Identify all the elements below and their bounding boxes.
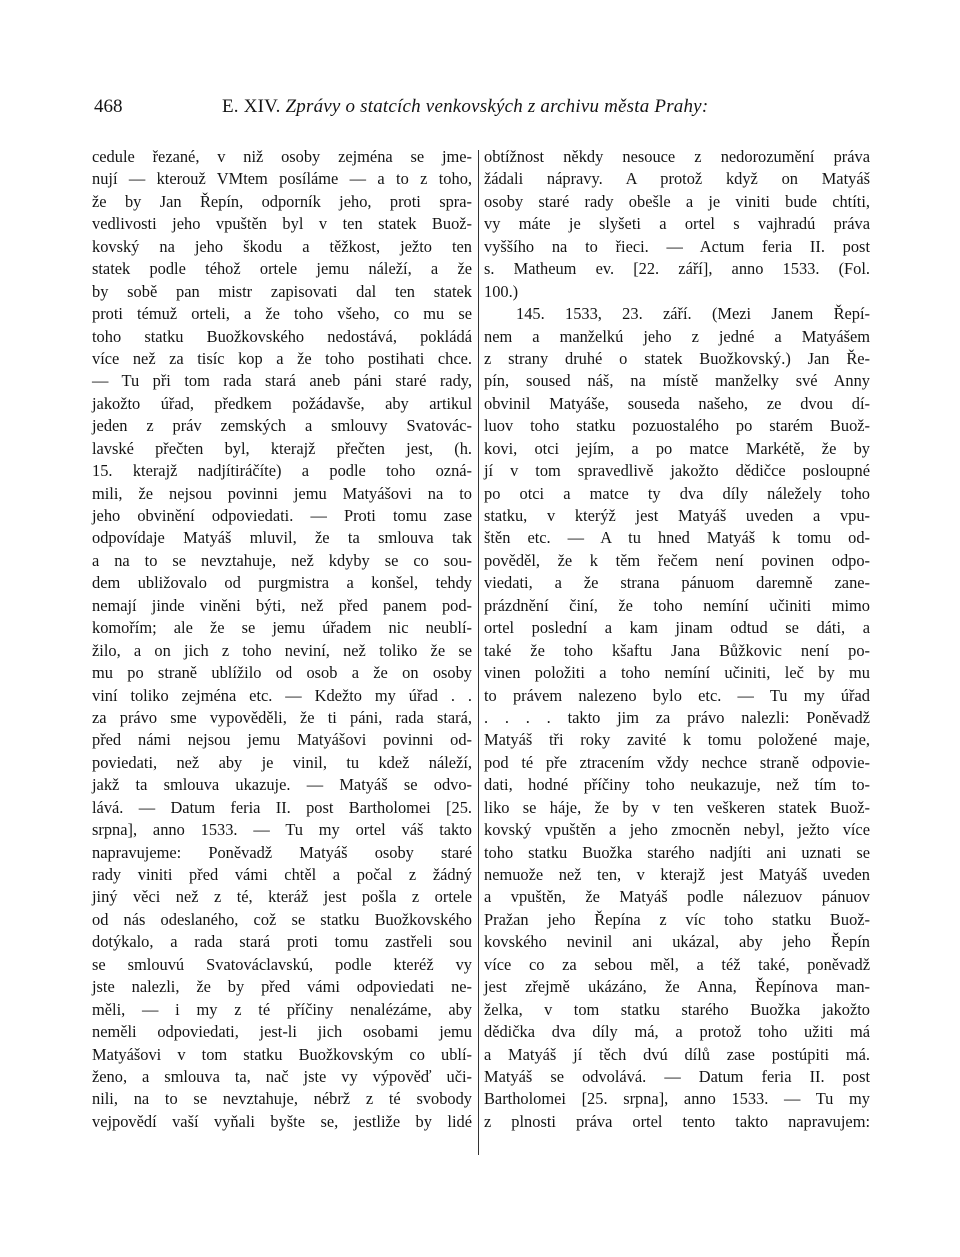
text-line: poviedati, než aby je vinil, tu kdež náleží, bbox=[92, 752, 472, 772]
text-line: měli, — i my z té příčiny nenalézáme, aby bbox=[92, 999, 472, 1019]
text-line: pín, soused náš, na místě manželky své Anny bbox=[484, 371, 870, 391]
text-line: toho statku Buožka starého nadjíti ani uznati se bbox=[484, 842, 870, 862]
text-line: napravujeme: Poněvadž Matyáš osoby staré bbox=[92, 842, 472, 862]
text-line: žádali nápravy. A protož když on Matyáš bbox=[484, 169, 870, 189]
text-line: žilo, a on jich z toho neviní, než toliko že se bbox=[92, 640, 472, 660]
text-line: komořím; ale že se jemu úřadem nic neublí- bbox=[92, 618, 472, 638]
text-line: toho statku Buožkovského nedostává, pokládá bbox=[92, 326, 472, 346]
text-line: pověděl, že k těm řečem není povinen odpo- bbox=[484, 550, 870, 570]
text-line: 15. kterajž nadjítiráčíte) a podle toho ozná- bbox=[92, 461, 472, 481]
text-line: dědička dva díly má, a protož toho užiti má bbox=[484, 1022, 870, 1042]
text-line: po otci a matce ty dva díly náležely toho bbox=[484, 483, 870, 503]
text-line: jiný věci než z té, kteráž jest pošla z ortele bbox=[92, 887, 472, 907]
text-line: odpovídaje Matyáš mluvil, že ta smlouva tak bbox=[92, 528, 472, 548]
running-title-section: E. XIV. bbox=[222, 96, 281, 117]
text-line: by sobě pan mistr zapisovati dal ten statek bbox=[92, 281, 472, 301]
running-header bbox=[94, 92, 874, 122]
text-line: vinen položiti a toho nemíní učiniti, leč by mu bbox=[484, 663, 870, 683]
text-line: a Matyáš jí těch dvú dílů zase postúpiti má. bbox=[484, 1044, 870, 1064]
text-line: nují — kterouž VMtem posíláme — a to z toho, bbox=[92, 169, 472, 189]
text-line: z plnosti práva ortel tento takto napravujem: bbox=[484, 1111, 870, 1131]
text-line: ortel poslední a kam jinam odtud se dáti, a bbox=[484, 618, 870, 638]
text-line: statek podle téhož ortele jemu náleží, a že bbox=[92, 259, 472, 279]
text-line: Matyáš tři roky zavité k tomu položené maje, bbox=[484, 730, 870, 750]
text-line: mili, že nejsou povinni jemu Matyášovi na to bbox=[92, 483, 472, 503]
text-line: neměli odpoviedati, jest-li jich osobami jemu bbox=[92, 1022, 472, 1042]
text-line: vejpovědí vaší vyňali byšte se, jestliže by lidé bbox=[92, 1111, 472, 1131]
text-line: nemuože než ten, v kterajž jest Matyáš uveden bbox=[484, 865, 870, 884]
text-line: dotýkalo, a rada stará proti tomu zastřeli sou bbox=[92, 932, 472, 952]
text-line: také že toho kšaftu Jana Bůžkovic není po- bbox=[484, 640, 870, 660]
text-line: jí v tom spravedlivě jakožto dědičce posloupné bbox=[484, 461, 870, 481]
text-line: vyššího na to řieci. — Actum feria II. post bbox=[484, 236, 870, 256]
text-line: rady viniti před vámi chtěl a počal z žádný bbox=[92, 865, 472, 884]
text-line: — Tu při tom rada stará aneb páni staré rady, bbox=[92, 371, 472, 391]
text-line: ženo, a smlouva ta, nač jste vy výpověď uči- bbox=[92, 1066, 472, 1086]
running-title bbox=[222, 96, 708, 118]
text-line: lavské přečten byl, kterajž přečten jest, (h. bbox=[92, 438, 472, 458]
text-line: s. Matheum ev. [22. září], anno 1533. (Fol. bbox=[484, 259, 870, 279]
text-line: kovský vpuštěn a jeho zmocněn nebyl, ježto více bbox=[484, 820, 870, 840]
text-line: jeden z práv zemských a smlouvy Svatovác- bbox=[92, 416, 472, 436]
text-line: Matyáš se odvolává. — Datum feria II. post bbox=[484, 1066, 870, 1086]
text-line: vy máte je slyšeti a ortel s vajhradú práva bbox=[484, 214, 870, 234]
text-line: jest zřejmě ukázáno, že Anna, Řepínova man- bbox=[484, 977, 870, 997]
text-line: jakž ta smlouva ukazuje. — Matyáš se odvo- bbox=[92, 775, 472, 795]
text-line: obvinil Matyáše, souseda našeho, ze dvou dí- bbox=[484, 393, 870, 413]
text-line: před námi nejsou jemu Matyášovi povinni od- bbox=[92, 730, 472, 750]
text-line: viedati, a že strana pánuom daremně zane- bbox=[484, 573, 870, 593]
text-line: jste nalezli, že by před vámi odpoviedati ne- bbox=[92, 977, 472, 997]
entry-heading-line: 145. 1533, 23. září. (Mezi Janem Řepí- bbox=[516, 304, 870, 324]
text-line: a vpuštěn, že Matyáš podle nálezuov pánuov bbox=[484, 887, 870, 907]
text-line: liko se háje, že by v ten veškeren statek Buož- bbox=[484, 797, 870, 817]
text-line: cedule řezané, v niž osoby zejména se jme- bbox=[92, 147, 472, 166]
text-line: nemají jinde viněni býti, než před panem pod- bbox=[92, 595, 472, 615]
text-line: jeho obvinění odpoviedati. — Proti tomu zase bbox=[92, 506, 472, 525]
text-line: srpna], anno 1533. — Tu my ortel váš takto bbox=[92, 820, 472, 840]
text-line: luov toho statku pozuostalého po starém Buož- bbox=[484, 416, 870, 436]
right-text-column bbox=[484, 146, 870, 1133]
text-line: obtížnost někdy nesouce z nedorozumění práva bbox=[484, 147, 870, 166]
text-line: dem ubližovalo od purgmistra a konšel, tehdy bbox=[92, 573, 472, 593]
text-line: 100.) bbox=[484, 281, 519, 301]
left-text-column bbox=[92, 146, 472, 1133]
text-line: vedlivosti jeho vpuštěn byl v ten statek Buož- bbox=[92, 214, 472, 234]
text-line: jakožto úřad, předkem požádavše, aby artikul bbox=[92, 393, 472, 413]
page-number: 468 bbox=[94, 96, 123, 117]
text-line: a na to se nevztahuje, než kdyby se co sou- bbox=[92, 550, 472, 570]
text-line: že by Jan Řepín, odporník jeho, proti spra- bbox=[92, 191, 472, 211]
text-line: více co za sebou měl, a též také, poněvadž bbox=[484, 954, 870, 974]
text-line: kovi, otci jejím, a po matce Markétě, že by bbox=[484, 438, 870, 458]
text-line: osoby staré rady obešle a je viniti bude chtíti, bbox=[484, 191, 870, 211]
text-line: nem a manželkú jeho z jedné a Matyášem bbox=[484, 326, 870, 346]
text-line: pod té pře ztracením vždy nechce straně odpovie- bbox=[484, 752, 870, 772]
text-line: kovský na jeho škodu a těžkost, ježto ten bbox=[92, 236, 472, 256]
text-line: . . . . takto jim za právo nalezli: Poněvadž bbox=[484, 707, 870, 727]
text-line: nili, na to se nevztahuje, nébrž z té svobody bbox=[92, 1089, 472, 1109]
text-line: za právo sme vypověděli, že ti páni, rada stará, bbox=[92, 707, 472, 727]
text-line: lává. — Datum feria II. post Bartholomei [25. bbox=[92, 797, 472, 817]
text-line: prázdnění činí, že toho nemíní učiniti mimo bbox=[484, 595, 870, 615]
text-line: dati, hodné příčiny toho neukazuje, než tím to- bbox=[484, 775, 870, 795]
text-line: štěn etc. — A tu hned Matyáš k tomu od- bbox=[484, 528, 870, 548]
text-line: se smlouvú Svatováclavskú, podle kteréž vy bbox=[92, 954, 472, 974]
text-line: od nás odeslaného, což se statku Buožkovského bbox=[92, 909, 472, 929]
text-line: Matyášovi v tom statku Buožkovským co ublí- bbox=[92, 1044, 472, 1064]
text-line: kovského nevinil ani ukázal, aby jeho Řepín bbox=[484, 932, 870, 952]
text-line: viní toliko zejména etc. — Kdežto my úřad . . bbox=[92, 685, 472, 705]
text-line: proti témuž orteli, a že toho všeho, co mu se bbox=[92, 304, 472, 324]
running-title-text: Zprávy o statcích venkovských z archivu města Prahy: bbox=[285, 96, 709, 117]
text-line: Pražan jeho Řepína z víc toho statku Buož- bbox=[484, 909, 870, 929]
text-line: více než za tisíc kop a že toho postihati chce. bbox=[92, 348, 472, 368]
column-divider bbox=[478, 150, 479, 1155]
text-line: želka, v tom statku starého Buožka jakožto bbox=[484, 999, 870, 1019]
text-line: z strany druhé o statek Buožkovský.) Jan Ře- bbox=[484, 348, 870, 368]
text-line: to právem nalezeno bylo etc. — Tu my úřad bbox=[484, 685, 870, 705]
text-line: statku, v kterýž jest Matyáš uveden a vpu- bbox=[484, 506, 870, 525]
text-line: mu po straně ublížilo od osob a že on osoby bbox=[92, 663, 472, 683]
text-line: Bartholomei [25. srpna], anno 1533. — Tu my bbox=[484, 1089, 870, 1109]
